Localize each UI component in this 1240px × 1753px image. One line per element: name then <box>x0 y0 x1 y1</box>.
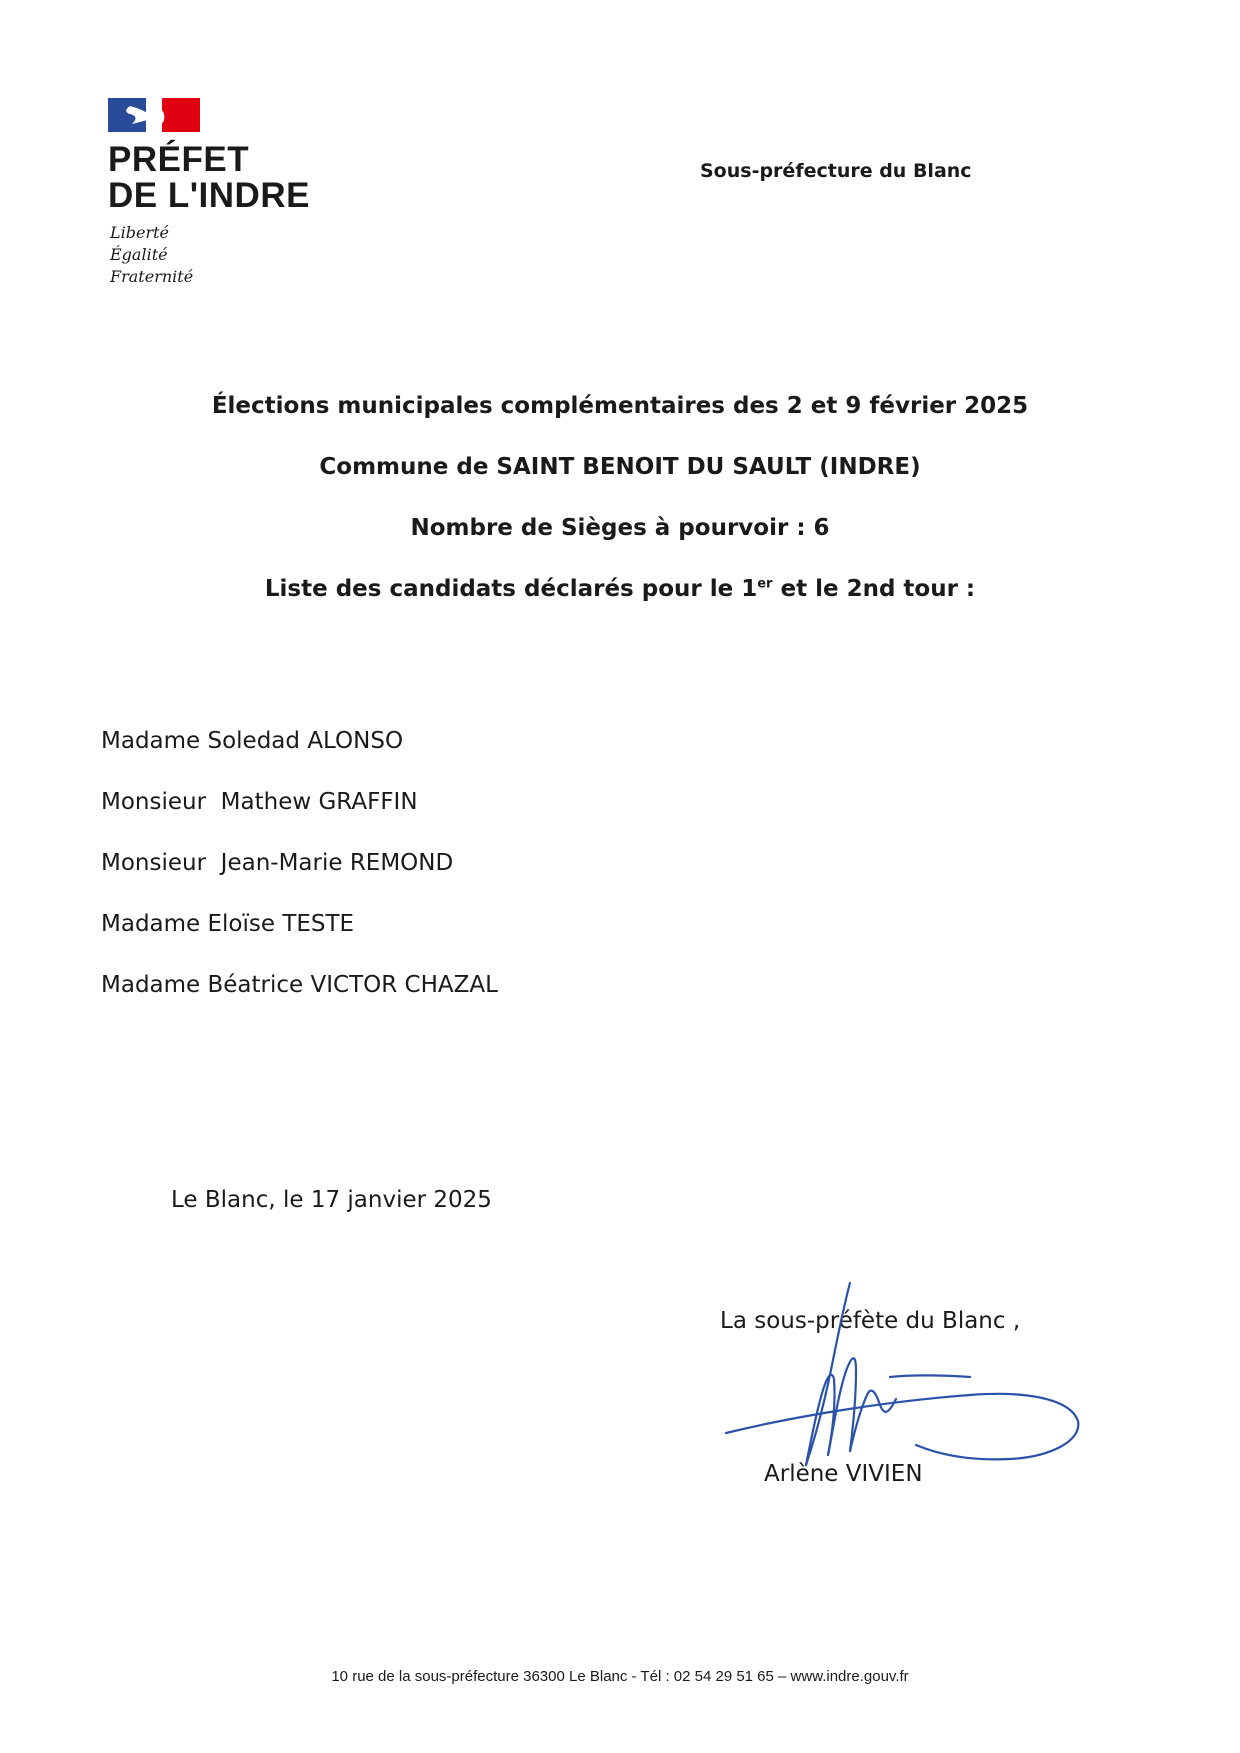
logo-line-prefet: PRÉFET <box>108 140 250 179</box>
list-heading-suffix: et le 2nd tour : <box>772 576 976 602</box>
election-title: Élections municipales complémentaires des 2 et 9 février 2025 <box>211 393 1029 419</box>
footer-address: 10 rue de la sous-préfecture 36300 Le Blanc - Tél : 02 54 29 51 65 – www.indre.gouv.fr <box>331 1668 909 1685</box>
logo-line-indre: DE L'INDRE <box>108 176 310 215</box>
list-heading-superscript: er <box>757 576 773 592</box>
list-item: Monsieur Jean-Marie REMOND <box>101 850 454 876</box>
candidate-list-heading <box>0 576 1240 602</box>
handwritten-signature <box>720 1275 1090 1475</box>
commune-title: Commune de SAINT BENOIT DU SAULT (INDRE) <box>319 454 921 480</box>
marianne-flag-icon <box>108 98 200 132</box>
motto-egalite: Égalité <box>110 245 168 264</box>
list-item: Madame Soledad ALONSO <box>101 728 404 754</box>
office-name: Sous-préfecture du Blanc <box>700 160 972 182</box>
signatory-name: Arlène VIVIEN <box>764 1461 923 1487</box>
list-item: Madame Eloïse TESTE <box>101 911 355 937</box>
place-and-date: Le Blanc, le 17 janvier 2025 <box>171 1187 492 1213</box>
candidate-list <box>101 728 498 1033</box>
motto-liberte: Liberté <box>110 223 169 242</box>
motto-fraternite: Fraternité <box>110 267 194 286</box>
seats-count: Nombre de Sièges à pourvoir : 6 <box>410 515 830 541</box>
list-item: Madame Béatrice VICTOR CHAZAL <box>101 972 498 998</box>
signatory-title: La sous-préfète du Blanc , <box>720 1308 1021 1334</box>
list-heading-prefix: Liste des candidats déclarés pour le 1 <box>264 576 758 602</box>
list-item: Monsieur Mathew GRAFFIN <box>101 789 418 815</box>
